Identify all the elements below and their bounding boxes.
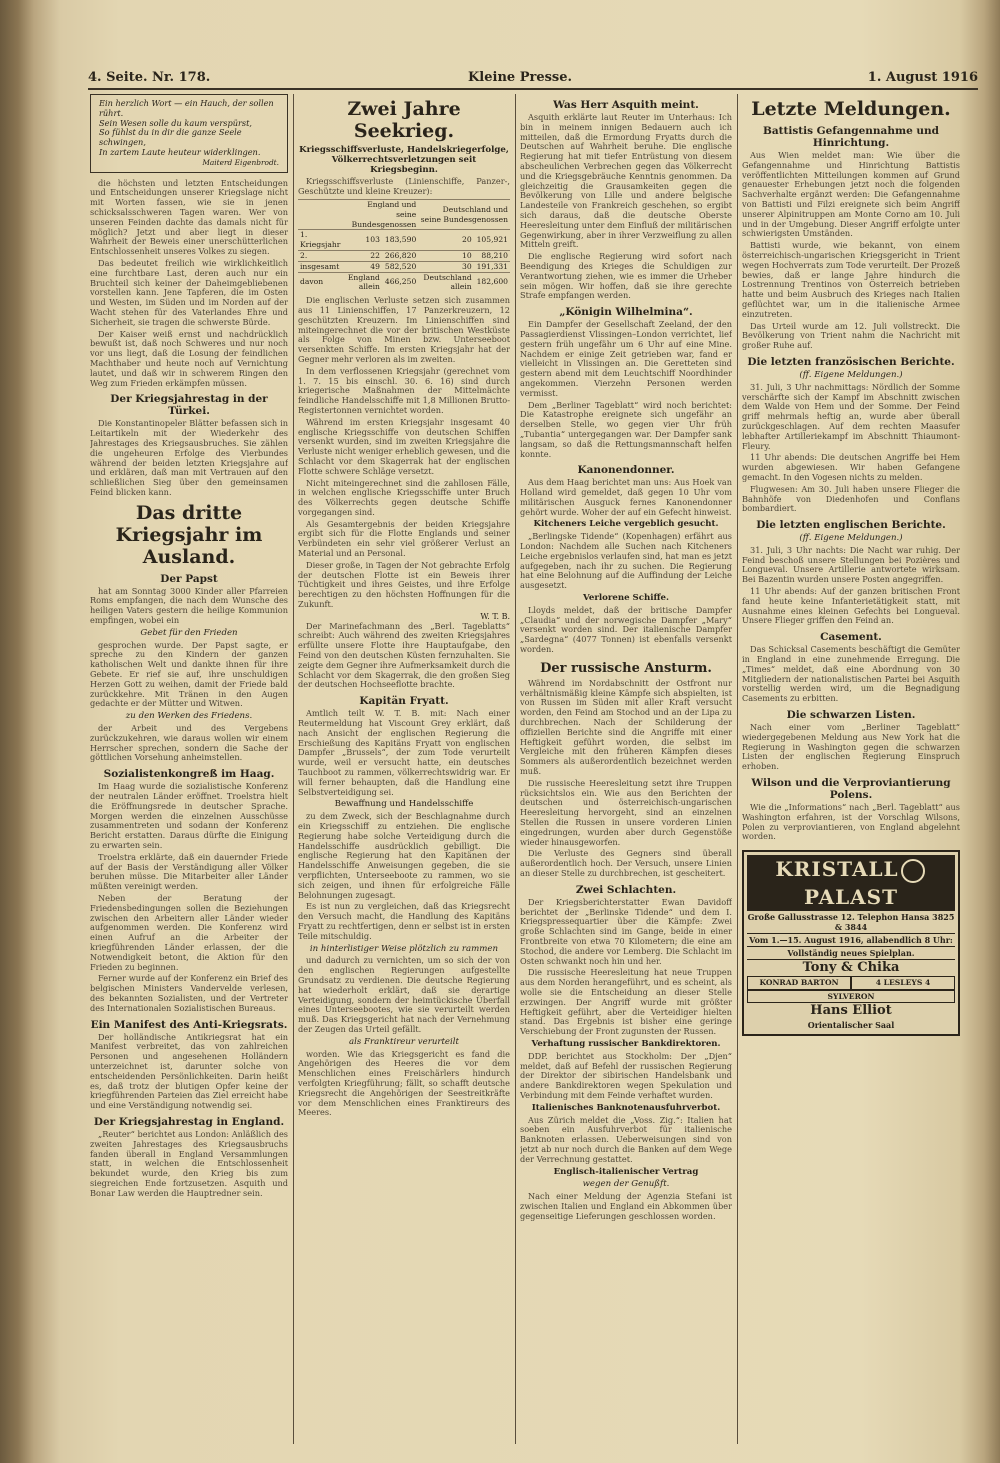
article-body: Nach einer Meldung der Agenzia Stefani ist zwischen Italien und England ein Abkommen über gegenseitige Lieferungen geschlossen worden. — [520, 1191, 732, 1221]
article-body: „Berlingske Tidende“ (Kopenhagen) erfährt aus London: Nachdem alle Suchen nach Kitcheners Leiche ergebnislos verlaufen sind, hat man es jetzt aufgegeben, nach ihr zu suchen. Die Regierung hat eine Belohnung auf die Auffindung der Leiche ausgesetzt. — [520, 531, 732, 591]
article-body: 31. Juli, 3 Uhr nachts: Die Nacht war ruhig. Der Feind beschoß unsere Stellungen bei Pozières und Longueval. Unsere Artillerie antwortete wirksam. Bei Bazentin wurden unsere Posten angegriffen. 11 Uhr abends: Auf der ganzen britischen Front fand heute keine Infanterietätigkeit statt, mit Ausnahme eines kleinen Gefechts bei Longueval. Unsere Flieger griffen den Feind an. — [742, 544, 960, 626]
ad-act: SYLVERON — [747, 990, 955, 1004]
heading-ausland: Das dritte Kriegsjahr im Ausland. — [115, 501, 263, 568]
ad-act: KONRAD BARTON — [747, 976, 851, 990]
ad-act: 4 LESLEYS 4 — [851, 976, 955, 990]
subheading-rammen: in hinterlistiger Weise plötzlich zu rammen — [309, 943, 499, 954]
ad-act: Orientalischer Saal — [807, 1020, 895, 1031]
article-body: „Reuter“ berichtet aus London: Anläßlich des zweiten Jahrestages des Kriegsausbruchs fanden überall in England Versammlungen statt, in welchen die Entschlossenheit bekundet wurde, den Krieg bis zum siegreichen Ende fortzusetzen. Asquith und Bonar Law werden die Hauptredner sein. — [90, 1128, 288, 1198]
article-body: Der Marinefachmann des „Berl. Tageblatts“ schreibt: Auch während des zweiten Kriegsjahres erfüllte unsere Flotte ihre Hauptaufgabe, den Feind von den deutschen Küsten fernzuhalten. Sie zeigte dem Gegner ihre Aufmerksamkeit durch die Schlacht vor dem Skagerrak, die den großen Sieg der deutschen Hochseeflotte brachte. — [298, 620, 510, 690]
table-cell: 103 — [343, 230, 382, 251]
article-body: Lloyds meldet, daß der britische Dampfer „Claudia“ und der norwegische Dampfer „Mary“ versenkt worden sind. Der italienische Dampfer „Sardegna“ (4077 Tonnen) ist ebenfalls versenkt worden. — [520, 604, 732, 655]
heading-tuerkei: Der Kriegsjahrestag in der Türkei. — [110, 393, 268, 418]
poem-line: In zartem Laute heuteur widerklingen. — [99, 146, 261, 157]
table-cell: 20 — [418, 230, 473, 251]
column-rule — [737, 94, 738, 1444]
article-body: Das Schicksal Casements beschäftigt die Gemüter in England in eine zunehmende Erregung. Die „Times“ meldet, daß eine Abordnung von 30 Mitgliedern der nationalistischen Partei bei Asquith vorstellig werden wird, um die Begnadigung Casements zu erbitten. — [742, 644, 960, 704]
page-header — [88, 68, 978, 90]
heading-manifest: Ein Manifest des Anti-Kriegsrats. — [90, 1018, 288, 1031]
heading-schwarze-listen: Die schwarzen Listen. — [786, 709, 916, 722]
heading-battisti: Battistis Gefangennahme und Hinrichtung. — [762, 125, 940, 149]
article-body: Wie die „Informations“ nach „Berl. Tageblatt“ aus Washington erfahren, ist der Vorschlag Wilsons, Polen zu verproviantieren, von England abgelehnt worden. — [742, 802, 960, 842]
article-byline: W. T. B. — [480, 611, 510, 621]
table-row — [298, 250, 510, 261]
table-cell: Deutschland allein — [418, 272, 473, 292]
subheading-engl-berichte: (ff. Eigene Meldungen.) — [799, 533, 903, 544]
heading-papst: Der Papst — [160, 572, 218, 585]
subheading-franktireur: als Franktireur verurteilt — [349, 1036, 459, 1047]
table-cell: davon — [298, 272, 343, 292]
warship-loss-table — [298, 199, 510, 292]
article-body: DDP. berichtet aus Stockholm: Der „Djen“ meldet, daß auf Befehl der russischen Regierung der Direktor der sibirischen Handelsbank und andere Bankdirektoren wegen Spekulation und Verbindung mit dem Feinde verhaftet wurden. — [520, 1050, 732, 1100]
heading-engl-berichte: Die letzten englischen Berichte. — [756, 519, 946, 532]
column-rule — [515, 94, 516, 1444]
heading-ansturm: Der russische Ansturm. — [540, 660, 712, 676]
heading-seekrieg: Zwei Jahre Seekrieg. — [347, 98, 461, 142]
subheading-seekrieg: Kriegsschiffsverluste, Handelskriegerfolge, Völkerrechtsverletzungen seit Kriegsbeginn. — [299, 145, 509, 175]
table-cell: 22 — [343, 250, 382, 261]
ad-address: Große Gallusstrasse 12. Telephon Hansa 3825 & 3844 — [747, 912, 955, 933]
table-cell: 466,250 — [382, 272, 418, 292]
heading-sozialisten: Sozialistenkongreß im Haag. — [103, 768, 275, 781]
heading-letzte-meldungen: Letzte Meldungen. — [751, 98, 951, 120]
table-header-row — [298, 199, 510, 229]
article-body: Im Haag wurde die sozialistische Konferenz der neutralen Länder eröffnet. Troelstra hielt die Eröffnungsrede in deutscher Sprache. Morgen werden die einzelnen Ausschüsse zusammentreten und sodann der Konferenz Bericht erstatten. Daraus dürfte die Einigung zu erwarten sein. Troelstra erklärte, daß ein dauernder Friede auf der Basis der Verständigung aller Völker beruhen müsse. Die Mitarbeiter aller Länder müßten vereinigt werden. Neben der Beratung der Friedensbedingungen sollen die Beziehungen zwischen den Arbeitern aller Länder wieder aufgenommen werden. Die Konferenz wird einen Aufruf an die Arbeiter der kriegführenden Länder erlassen, der die Notwendigkeit betont, die Aktion für den Frieden zu beginnen. Ferner wurde auf der Konferenz ein Brief des belgischen Ministers Vandervelde verlesen, des bekannten Sozialisten, und der Vertreter des Internationalen Sozialistischen Bureaus. — [90, 781, 288, 1013]
ad-row — [747, 990, 955, 1004]
article-body: Aus dem Haag berichtet man uns: Aus Hoek van Holland wird gemeldet, daß gegen 10 Uhr vom militärischen Ausguck fernes Kanonendonner gehört wurde. Woher der auf ein Gefecht hinweist. — [520, 477, 732, 517]
table-cell: 49 — [343, 261, 382, 272]
poem-line: So fühlst du in dir die ganze Seele schwingen, — [99, 127, 242, 148]
heading-england-jahrestag: Der Kriegsjahrestag in England. — [93, 1115, 285, 1128]
article-body: Kriegsschiffsverluste (Linienschiffe, Panzer-, Geschützte und kleine Kreuzer): — [298, 176, 510, 197]
article-body: Während im Nordabschnitt der Ostfront nur verhältnismäßig kleine Kämpfe sich abspielten, ist von Russen im Süden mit aller Kraft versucht worden, den Feind am Stochod und an der Lipa zu durchbrechen. Nach der Schilderung der offiziellen Berichte sind die Angriffe mit einer Heftigkeit geführt worden, die selbst im Vergleiche mit den früheren Kämpfen dieses Sommers als außerordentlich bezeichnet werden muß. Die russische Heeresleitung setzt ihre Truppen rücksichtslos ein. Wie aus den Berichten der deutschen und österreichisch-ungarischen Heeresleitung hervorgeht, sind an einzelnen Stellen die Russen in unsere vorderen Linien eingedrungen, wurden aber durch Gegenstöße wieder hinausgeworfen. Die Verluste des Gegners sind überall außerordentlich hoch. Der Versuch, unsere Linien an dieser Stelle zu durchbrechen, ist gescheitert. — [520, 677, 732, 878]
subheading-vertrag-sub: wegen der Genußft. — [582, 1179, 670, 1190]
article-body: Ein Dampfer der Gesellschaft Zeeland, der den Passagierdienst Vlissingen–London verrichtet, lief gestern früh ungefähr um 6 Uhr auf eine Mine. Nachdem er einige Zeit getrieben war, fand er vielleicht in Vlissingen an. Die Geretteten sind gestern abend mit dem Leuchtschiff Noordhinder angekommen. Vierzehn Personen werden vermisst. Dem „Berliner Tageblatt“ wird noch berichtet: Die Katastrophe ereignete sich ungefähr an derselben Stelle, wo gegen vier Uhr früh „Tubantia“ untergegangen war. Der Dampfer sank langsam, so daß die Rettungsmannschaft helfen konnte. — [520, 319, 732, 459]
heading-casement: Casement. — [820, 631, 882, 644]
ad-title — [747, 855, 955, 911]
article-body: der Arbeit und des Vergebens zurückzukehren, wie daraus wollen wir einem Herrscher sprechen, sondern die Sache der göttlichen Vorsehung anheimstellen. — [90, 723, 288, 763]
article-body: Nach einer vom „Berliner Tageblatt“ wiedergegebenen Meldung aus New York hat die Regierung in Washington gegen die schwarzen Listen der englischen Regierung Einspruch erhoben. — [742, 722, 960, 772]
article-body: zu dem Zweck, sich der Beschlagnahme durch ein Kriegsschiff zu entziehen. Die englische Regierung habe solche Verteidigung durch die Handelsschiffe ausdrücklich gebilligt. Die englische Regierung hat den Kapitänen der Handelsschiffe Anweisungen gegeben, die sie verpflichten, Unterseeboote zu rammen, wo sie sich zeigen, und ihnen für erfolgreiche Fälle Belohnungen zugesagt. Es ist nun zu vergleichen, daß das Kriegsrecht den Versuch macht, die Handlung des Kapitäns Fryatt zu rechtfertigen, denn er selbst ist in ersten Teile mitschuldig. — [298, 811, 510, 941]
article-body: 31. Juli, 3 Uhr nachmittags: Nördlich der Somme verschärfte sich der Kampf im Abschnitt zwischen dem Walde von Hem und der Somme. Der Feind griff mehrmals heftig an, wurde aber überall zurückgeschlagen. Auf dem rechten Maasufer lebhafter Artilleriekampf im Abschnitt Thiaumont-Fleury. 11 Uhr abends: Die deutschen Angriffe bei Hem wurden abgewiesen. Wir haben Gefangene gemacht. In den Vogesen nichts zu melden. Flugwesen: Am 30. Juli haben unsere Flieger die Bahnhöfe von Diedenhofen und Conflans bombardiert. — [742, 381, 960, 514]
article-body: Die englischen Verluste setzen sich zusammen aus 11 Linienschiffen, 17 Panzerkreuzern, 12 geschützten Kreuzern. Im Linienschiffen sind miteingerechnet die vor der britischen Westküste als Folge von Minen bzw. Unterseeboot versenkten Schiffe. Im ersten Kriegsjahr hat der Gegner mehr verloren als im zweiten. In dem verflossenen Kriegsjahr (gerechnet vom 1. 7. 15 bis einschl. 30. 6. 16) sind durch kriegerische Maßnahmen der Mittelmächte feindliche Handelsschiffe mit 1,8 Millionen Brutto-Registertonnen vernichtet worden. Während im ersten Kriegsjahr insgesamt 40 englische Kriegsschiffe von deutschen Schiffen versenkt wurden, sind im zweiten Kriegsjahre die Verluste nicht weniger erheblich gewesen, und die Schlacht vor dem Skagerrak hat der englischen Flotte schwere Schläge versetzt. Nicht miteingerechnet sind die zahllosen Fälle, in welchen englische Kriegsschiffe unter Bruch des Völkerrechts gegen deutsche Schiffe vorgegangen sind. Als Gesamtergebnis der beiden Kriegsjahre ergibt sich für die Flotte Englands und seiner Verbündeten ein sehr viel größerer Verlust an Material und an Personal. Dieser große, in Tagen der Not gebrachte Erfolg der deutschen Flotte ist ein Beweis ihrer Tüchtigkeit und ihres Geistes, und ihre Erfolge berechtigen zu den höchsten Hoffnungen für die Zukunft. — [298, 295, 510, 610]
article-body: Amtlich teilt W. T. B. mit: Nach einer Reutermeldung hat Viscount Grey erklärt, daß nach Ansicht der englischen Regierung die Erschießung des Kapitäns Fryatt von englischen Dampfer „Brussels“, der zum Tode verurteilt wurde, weil er versucht hatte, ein deutsches Tauchboot zu rammen, völkerrechtswidrig war. Er will ferner behaupten, daß die Handlung eine Selbstverteidigung sei. — [298, 708, 510, 797]
heading-schlachten: Zwei Schlachten. — [575, 883, 677, 896]
table-cell: 582,520 — [382, 261, 418, 272]
newspaper-page — [60, 22, 980, 1452]
subheading-bewaffnung: Bewaffnung und Handelsschiffe — [334, 799, 474, 810]
table-row — [298, 261, 510, 272]
table-header — [298, 199, 343, 229]
subheading-kitchener: Kitcheners Leiche vergeblich gesucht. — [533, 519, 719, 530]
poem-signature: Maiterd Eigenbrodt. — [202, 157, 279, 167]
table-cell: 1. Kriegsjahr — [298, 230, 343, 251]
table-header: Deutschland und seine Bundesgenossen — [418, 199, 510, 229]
column-4 — [742, 94, 960, 1444]
article-body: Aus Zürich meldet die „Voss. Zig.“: Italien hat soeben ein Ausfuhrverbot für italienische Banknoten erlassen. Ueberweisungen sind von jetzt ab nur noch durch die Banken auf dem Wege der Verrechnung gestattet. — [520, 1114, 732, 1164]
table-cell: 10 — [418, 250, 473, 261]
article-body: hat am Sonntag 3000 Kinder aller Pfarreien Roms empfangen, die nach dem Wunsche des heiligen Vaters gestern die heilige Kommunion empfingen, wobei ein — [90, 585, 288, 626]
article-body: Die Konstantinopeler Blätter befassen sich in Leitartikeln mit der Wiederkehr des Jahrestages des Kriegsausbruches. Sie zählen die ungeheuren Erfolge des Vierbundes während der beiden letzten Kriegsjahre auf und erklären, daß man mit Vertrauen auf den schließlichen Sieg über den gemeinsamen Feind blicken kann. — [90, 418, 288, 497]
table-cell: 2. — [298, 250, 343, 261]
newspaper-title: Kleine Presse. — [468, 70, 573, 85]
subheading-gebet: Gebet für den Frieden — [140, 627, 238, 638]
article-body: Der holländische Antikriegsrat hat ein Manifest verbreitet, das von zahlreichen Personen und angesehenen Holländern unterzeichnet ist, darunter solche von entscheidenden Persönlichkeiten. Darin heißt es, daß trotz der blutigen Opfer keine der kriegführenden Parteien das Ziel erreicht habe und eine Verständigung notwendig sei. — [90, 1031, 288, 1111]
issue-date: 1. August 1916 — [867, 70, 978, 85]
table-cell: 182,600 — [474, 272, 510, 292]
table-header: England und seine Bundesgenossen — [343, 199, 418, 229]
table-cell: 191,331 — [474, 261, 510, 272]
article-body: Aus Wien meldet man: Wie über die Gefangennahme und Hinrichtung Battistis veröffentlichten Mitteilungen kommen auf Grund genauester Erhebungen jetzt noch die folgenden Sachverhalte ergänzt werden: Die Gefangennahme von Battisti und Filzi ereignete sich beim Angriff unserer Alpinitruppen am Monte Corno am 10. Juli und in der Umgebung. Dieser Angriff erfolgte unter schwierigsten Umständen. Battisti wurde, wie bekannt, von einem österreichisch-ungarischen Kriegsgericht in Trient wegen Hochverrats zum Tode verurteilt. Der Prozeß bewies, daß er lange Jahre hindurch die Lostrennung Trentinos von Österreich betrieben hatte und beim Ausbruch des Krieges nach Italien geflüchtet war, um in die italienische Armee einzutreten. Das Urteil wurde am 12. Juli vollstreckt. Die Bevölkerung von Trient nahm die Nachricht mit großer Ruhe auf. — [742, 150, 960, 351]
table-row — [298, 230, 510, 251]
ad-act: Hans Elliot — [810, 1003, 892, 1019]
ad-dates: Vom 1.—15. August 1916, allabendlich 8 Uhr: — [747, 934, 955, 947]
ad-act: Tony & Chika — [802, 960, 900, 976]
ad-row — [747, 976, 955, 990]
column-1 — [90, 94, 288, 1444]
article-body: gesprochen wurde. Der Papst sagte, er spreche zu den Kindern der ganzen katholischen Welt und dankte ihnen für ihre Gebete. Er rief sie auf, ihre unschuldigen Herzen Gott zu weihen, damit der Friede bald zurückkehre. Mit Tränen in den Augen gedachte er der Mütter und Witwen. — [90, 639, 288, 709]
table-cell: 30 — [418, 261, 473, 272]
poem-line: Ein herzlich Wort — ein Hauch, der sollen rührt. — [99, 98, 274, 118]
table-cell: England allein — [343, 272, 382, 292]
page-number: 4. Seite. Nr. 178. — [88, 70, 211, 85]
article-body: worden. Wie das Kriegsgericht es fand die Angehörigen des Heeres die vor dem Menschlichen eines Freischärlers hindurch verfolgten Kriegführung; fällt, so schafft deutsche Kriegsrecht die Angehörigen der Seestreitkräfte vor dem Menschlichen eines Franktireurs des Meeres. — [298, 1048, 510, 1118]
heading-asquith: Was Herr Asquith meint. — [553, 99, 699, 111]
subheading-schiffe: Verlorene Schiffe. — [582, 593, 670, 604]
article-body: die höchsten und letzten Entscheidungen und Entscheidungen unserer Kriegslage nicht mit Worten fassen, wie sie in jenen schicksalsschweren Tagen waren. Wer von unseren Feinden dachte das damals nicht für möglich? Jetzt und aber liegt in dieser Wahrheit der Beweis einer unerschütterlichen Entschlossenheit unseres Volkes zu siegen. Das bedeutet freilich wie wirklichkeitlich eine furchtbare Last, deren auch nur ein Bruchteil sich keiner der Daheimgebliebenen vorstellen kann. Jene Tapferen, die im Osten und Westen, im Süden und im Norden auf der Wacht stehen für des Vaterlandes Ehre und Sicherheit, sie tragen die schwerste Bürde. Der Kaiser weiß ernst und nachdrücklich bewußt ist, daß noch Schweres und nur noch vor uns liegt, daß die Losung der feindlichen Machthaber und heute noch auf Vernichtung lautet, und daß wir in schwerem Ringen den Weg zum Frieden erkämpfen müssen. — [90, 177, 288, 388]
clock-icon — [901, 859, 925, 883]
table-cell: 183,590 — [382, 230, 418, 251]
table-cell: 88,210 — [474, 250, 510, 261]
heading-franz-berichte: Die letzten französischen Berichte. — [747, 355, 955, 368]
article-body: Asquith erklärte laut Reuter im Unterhaus: Ich bin in meinem innigen Bedauern auch ich mitteilen, daß die Ermordung Fryatts durch die Deutschen auf Wahrheit beruhe. Die englische Regierung hat mit tiefer Entrüstung von diesem abscheulichen Verbrechen gegen das Völkerrecht und die Kriegsgebräuche Kenntnis genommen. Da gleichzeitig die Grausamkeiten gegen die Bevölkerung von Lille und andere belgische Landesteile von Frankreich geschehen, so ergibt sich daraus, daß die deutsche Oberste Heeresleitung unter dem Einfluß der militärischen Gegenwirkung, aber in ihrer Verzweiflung zu allen Mitteln greift. Die englische Regierung wird sofort nach Beendigung des Krieges die Schuldigen zur Verantwortung ziehen, wie es immer die Urheber sein mögen. Wir hoffen, daß sie ihre gerechte Strafe empfangen werden. — [520, 112, 732, 301]
heading-fryatt: Kapitän Fryatt. — [359, 695, 449, 708]
column-3 — [520, 94, 732, 1444]
advertisement-kristall-palast — [742, 850, 960, 1036]
table-cell: 105,921 — [474, 230, 510, 251]
table-cell: insgesamt — [298, 261, 343, 272]
ad-program: Vollständig neues Spielplan. — [747, 947, 955, 960]
subheading-franz-berichte: (ff. Eigene Meldungen.) — [799, 369, 903, 380]
poem-box — [90, 94, 288, 173]
subheading-werke: zu den Werken des Friedens. — [125, 711, 253, 722]
ad-name-right: PALAST — [803, 885, 898, 910]
heading-wilson: Wilson und die Verproviantierung Polens. — [751, 777, 951, 802]
column-2 — [298, 94, 510, 1444]
subheading-banknoten: Italienisches Banknotenausfuhrverbot. — [531, 1102, 721, 1113]
subheading-verhaftung: Verhaftung russischer Bankdirektoren. — [531, 1038, 721, 1049]
table-cell: 266,820 — [382, 250, 418, 261]
article-body: Der Kriegsberichterstatter Ewan Davidoff berichtet der „Berlinske Tidende“ und dem I. Kriegspressequartier über die Kämpfe: Zwei große Schlachten sind im Gange, beide in einer Frontbreite von etwa 70 Kilometern; die eine am Stochod, die andere vor Lemberg. Die Schlacht im Osten schwankt noch hin und her. Die russische Heeresleitung hat neue Truppen aus dem Norden herangeführt, und es scheint, als wolle sie die Entscheidung an dieser Stelle erzwingen. Der Angriff wurde mit größter Heftigkeit geführt, aber die Verteidiger hielten stand. Das Ergebnis ist bisher eine geringe Verschiebung der Front zugunsten der Russen. — [520, 896, 732, 1037]
ad-name-left: KRISTALL — [775, 857, 899, 882]
column-rule — [293, 94, 294, 1444]
heading-wilhelmina: „Königin Wilhelmina“. — [559, 306, 693, 319]
article-body: und dadurch zu vernichten, um so sich der von den englischen Regierungen aufgestellte Grundsatz zu verdienen. Die deutsche Regierung hat wiederholt erklärt, daß sie derartige Verteidigung, sondern der heimtückische Überfall eines Unterseebootes, wie sie verurteilt werden muß. Das Kriegsgericht hat nach der Vernehmung der Zeugen das Urteil gefällt. — [298, 955, 510, 1034]
table-row — [298, 272, 510, 292]
subheading-vertrag: Englisch-italienischer Vertrag — [553, 1166, 699, 1177]
poem-line: Sein Wesen solle du kaum verspürst, — [99, 117, 252, 128]
heading-kanonendonner: Kanonendonner. — [577, 464, 675, 477]
